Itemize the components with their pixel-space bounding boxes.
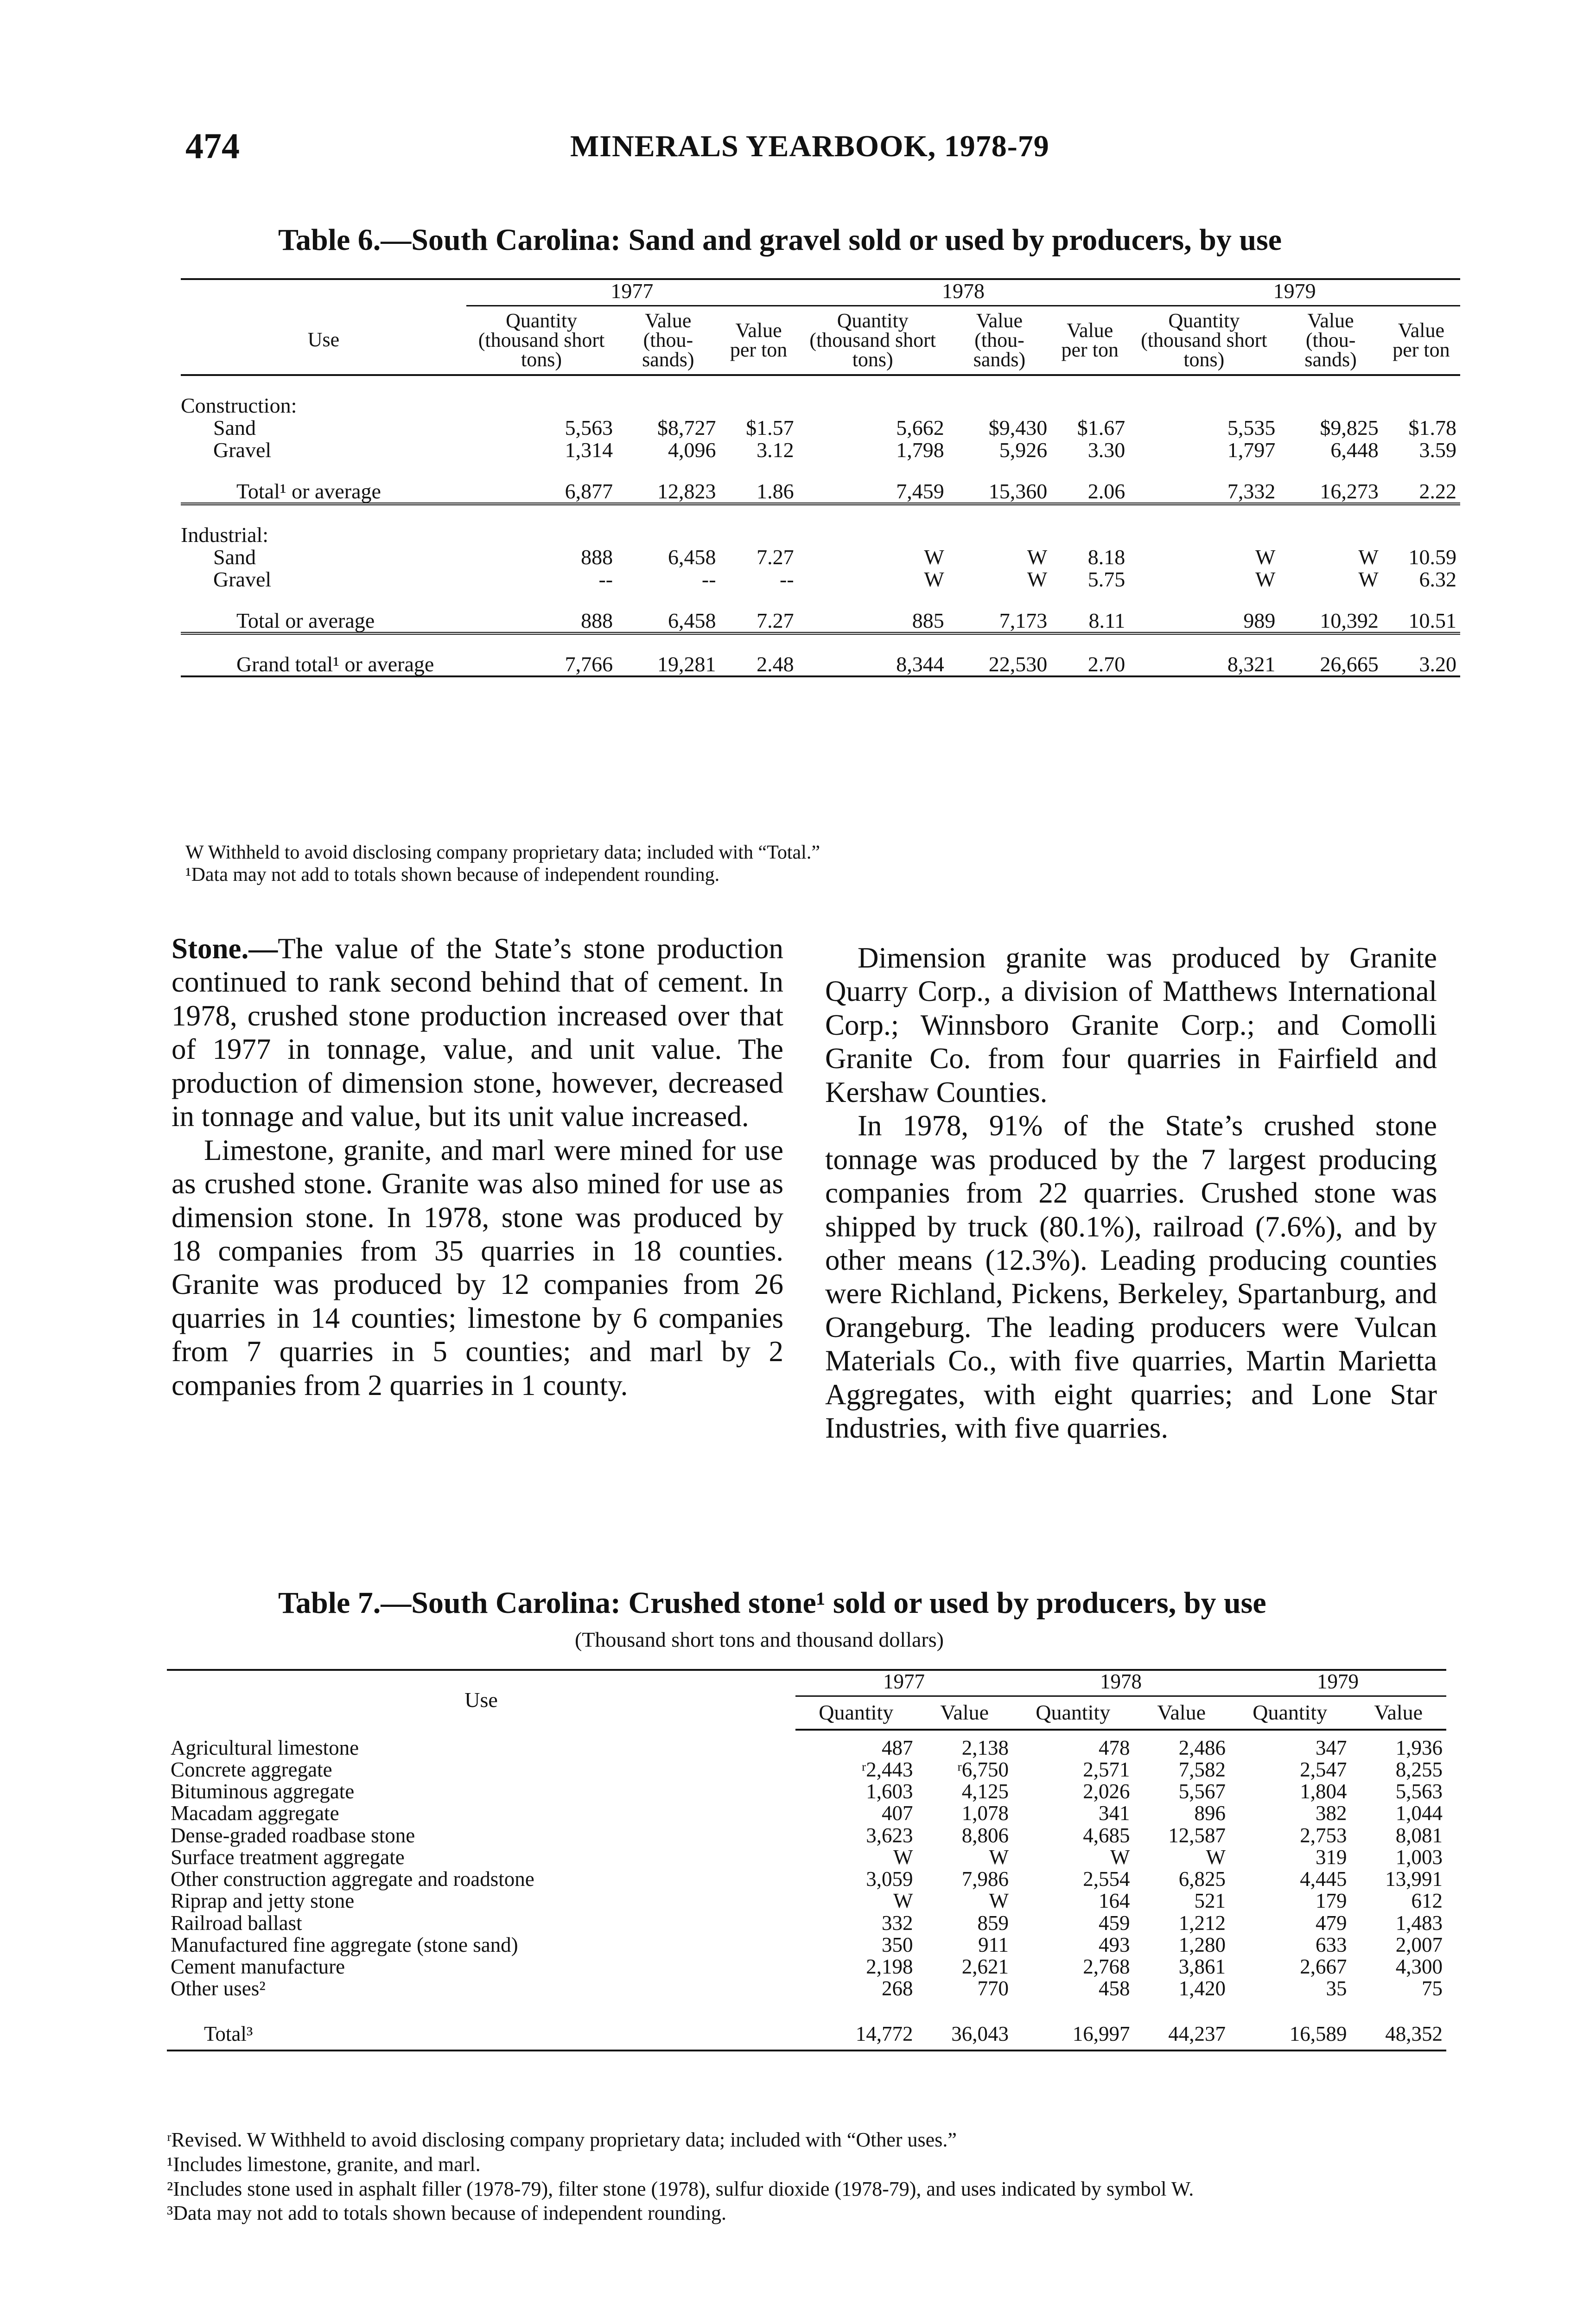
table6-cell: 3.20 <box>1419 652 1456 676</box>
table7-cell: ʳ6,750 <box>957 1758 1009 1781</box>
table7-cell: 1,804 <box>1300 1780 1347 1803</box>
table7-cell: ʳ2,443 <box>861 1758 913 1781</box>
table7-cell: 911 <box>978 1933 1009 1956</box>
table6-row <box>181 375 1460 417</box>
table6-cell: 3.12 <box>757 438 794 462</box>
column-header: Value <box>1350 1696 1446 1730</box>
table6-cell: 5,563 <box>565 415 613 439</box>
table7-cell: 2,667 <box>1300 1955 1347 1979</box>
table6-cell: 888 <box>466 591 617 633</box>
table7-cell: 3,623 <box>866 1823 913 1847</box>
footnote: ¹Includes limestone, granite, and marl. <box>167 2152 481 2176</box>
footnote: ²Includes stone used in asphalt filler (1978-79), filter stone (1978), sulfur dioxide (1978-79), and uses indicated by symbol W. <box>167 2177 1194 2200</box>
table6-cell: 10.51 <box>1382 591 1460 633</box>
paragraph-text: In 1978, 91% of the State’s crushed stone tonnage was produced by the 7 largest producing companies from 22 quarries. Crushed stone was shipped by truck (80.1%), railroad (7.6%), and by other means (12.3%). Leading producing counties were Richland, Pickens, Berkeley, Spartanburg, and Orangeburg. The leading producers were Vulcan Materials Co., with five quarries, Martin Marietta Aggregates, with eight quarries; and Lone Star Industries, with five quarries. <box>825 1109 1437 1445</box>
table6-cell: 5,926 <box>999 438 1048 462</box>
column-header: Quantity <box>1229 1696 1351 1730</box>
table7-cell: 612 <box>1411 1889 1443 1913</box>
table6-cell: 5.75 <box>1087 567 1125 592</box>
table7-row <box>167 1956 1446 1978</box>
table7-cell: 1,212 <box>1178 1911 1226 1935</box>
page-header <box>185 125 1428 176</box>
table7-cell: 268 <box>882 1977 913 2000</box>
table6-cell: W <box>1027 545 1048 569</box>
table7-row-label: Cement manufacture <box>171 1955 345 1979</box>
column-header: Value per ton <box>1382 306 1460 375</box>
table7-cell: 4,125 <box>961 1780 1009 1803</box>
table7-row <box>167 1934 1446 1956</box>
table7-cell: 350 <box>882 1933 913 1956</box>
paragraph-text: Limestone, granite, and marl were mined for use as crushed stone. Granite was also mined for use as dimension stone. In 1978, stone was produced by 18 companies from 35 quarries in 18 counties. Granite was produced by 12 companies from 26 quarries in 14 counties; limestone by 6 companies from 7 quarries in 5 counties; and marl by 2 companies from 2 quarries in 1 county. <box>172 1134 783 1401</box>
table6-cell: 1,797 <box>1227 438 1276 462</box>
table7-row <box>167 1978 1446 2000</box>
table7-cell: 4,685 <box>1083 1823 1130 1847</box>
table7-total-cell: 14,772 <box>855 2022 913 2045</box>
table7-cell: 2,571 <box>1083 1758 1130 1781</box>
paragraph-lead: Stone.— <box>172 932 278 965</box>
table6-row <box>181 462 1460 504</box>
table6-row-label: Total¹ or average <box>181 462 466 504</box>
table7-row-label: Other uses² <box>171 1977 266 2000</box>
table6-row-label: Construction: <box>181 393 297 417</box>
paragraph-text: The value of the State’s stone production continued to rank second behind that of cement. In 1978, crushed stone production increased over that of 1977 in tonnage, value, and unit value. The production of dimension stone, however, decreased in tonnage and value, but its unit value increased. <box>172 932 783 1133</box>
table6-year-1977: 1977 <box>466 279 798 306</box>
table7-cell: 6,825 <box>1178 1867 1226 1891</box>
table7-year-1979: 1979 <box>1229 1670 1446 1696</box>
table6-cell: 1,798 <box>896 438 944 462</box>
table6-cell: 2.48 <box>757 652 794 676</box>
table7-cell: 13,991 <box>1385 1867 1443 1891</box>
table6-row-label: Sand <box>213 545 256 569</box>
table7-cell: 493 <box>1098 1933 1130 1956</box>
table6-row <box>181 568 1460 591</box>
table7-cell: 4,300 <box>1395 1955 1443 1979</box>
table7-cell: 341 <box>1098 1802 1130 1825</box>
table6-cell: 6,458 <box>668 545 716 569</box>
table6-cell: 5,662 <box>896 415 944 439</box>
footnote: ³Data may not add to totals shown because of independent rounding. <box>167 2202 727 2225</box>
table7-cell: 859 <box>977 1911 1009 1935</box>
table6-cell: W <box>1358 545 1379 569</box>
table6-body <box>181 375 1460 677</box>
table7-cell: 633 <box>1315 1933 1347 1956</box>
table7-cell: 770 <box>977 1977 1009 2000</box>
table7-cell: W <box>893 1845 913 1869</box>
column-header: Value per ton <box>1051 306 1129 375</box>
table7-row-label: Dense-graded roadbase stone <box>171 1823 415 1847</box>
table7-cell: 35 <box>1326 1977 1347 2000</box>
table7-cell: 7,582 <box>1178 1758 1226 1781</box>
table7-cell: 487 <box>882 1736 913 1759</box>
table6-cell: 5,535 <box>1227 415 1276 439</box>
table7-cell: 179 <box>1315 1889 1347 1913</box>
column-header: Value (thou- sands) <box>1279 306 1382 375</box>
table7-cell: 2,621 <box>961 1955 1009 1979</box>
table6-cell: 26,665 <box>1320 652 1379 676</box>
table7-body <box>167 1730 1446 2051</box>
column-header: Quantity <box>795 1696 917 1730</box>
table6-cell: $1.67 <box>1077 415 1125 439</box>
column-header: Value <box>917 1696 1012 1730</box>
paragraph <box>825 941 1437 1109</box>
table7-cell: W <box>989 1889 1009 1913</box>
table6-cell: 8.11 <box>1051 591 1129 633</box>
table7-cell: 2,198 <box>866 1955 913 1979</box>
table7-cell: 407 <box>882 1802 913 1825</box>
table7-total-label: Total³ <box>204 2022 253 2045</box>
table7-cell: W <box>893 1889 913 1913</box>
table7-cell: 75 <box>1422 1977 1443 2000</box>
table7-total-row <box>167 2000 1446 2051</box>
table6-cell: W <box>924 567 944 592</box>
table6-row-label: Gravel <box>213 438 272 462</box>
table7-footnotes <box>167 2128 1194 2226</box>
table6-cell: 7,766 <box>565 652 613 676</box>
table7-row-label: Macadam aggregate <box>171 1802 339 1825</box>
table6-cell: 10,392 <box>1279 591 1382 633</box>
paragraph <box>172 932 783 1134</box>
table7-cell: 479 <box>1315 1911 1347 1935</box>
table6-cell: 16,273 <box>1279 462 1382 504</box>
running-title: MINERALS YEARBOOK, 1978-79 <box>570 129 1049 163</box>
table7-cell: 459 <box>1098 1911 1130 1935</box>
table7-cell: 1,003 <box>1395 1845 1443 1869</box>
table6-cell: 7.27 <box>757 545 794 569</box>
table7-cell: 2,026 <box>1083 1780 1130 1803</box>
table6-cell: W <box>1255 545 1276 569</box>
table7-cell: W <box>1206 1845 1226 1869</box>
table6-cell: 7,173 <box>948 591 1051 633</box>
table6 <box>181 278 1460 677</box>
table7-cell: 521 <box>1194 1889 1226 1913</box>
table6-cell: -- <box>701 567 716 592</box>
table7-row <box>167 1781 1446 1802</box>
table7-total-cell: 16,997 <box>1072 2022 1130 2045</box>
table6-cell: 4,096 <box>668 438 716 462</box>
table6-cell: 2.70 <box>1087 652 1125 676</box>
table6-row <box>181 591 1460 633</box>
table6-row <box>181 546 1460 568</box>
table7-total-cell: 16,589 <box>1289 2022 1347 2045</box>
table7-total-cell: 36,043 <box>951 2022 1009 2045</box>
table7-cell: 3,059 <box>866 1867 913 1891</box>
table7-row-label: Other construction aggregate and roadstone <box>171 1867 534 1891</box>
table7-cell: 896 <box>1194 1802 1226 1825</box>
table7-cell: 4,445 <box>1300 1867 1347 1891</box>
table6-cell: 8,344 <box>896 652 944 676</box>
table6-row-label: Total or average <box>181 591 466 633</box>
table7-row <box>167 1868 1446 1890</box>
table7-row-label: Concrete aggregate <box>171 1758 332 1781</box>
footnote: W Withheld to avoid disclosing company proprietary data; included with “Total.” <box>185 842 820 863</box>
table7-cell: 164 <box>1098 1889 1130 1913</box>
table7-row-label: Bituminous aggregate <box>171 1780 355 1803</box>
table6-cell: 10.59 <box>1408 545 1456 569</box>
table7-row-label: Surface treatment aggregate <box>171 1845 405 1869</box>
text-column-left <box>172 932 783 1402</box>
column-header: Value (thou- sands) <box>948 306 1051 375</box>
table6-cell: W <box>924 545 944 569</box>
table7-cell: 1,044 <box>1395 1802 1443 1825</box>
table7-cell: 332 <box>882 1911 913 1935</box>
table6-cell: 7,332 <box>1129 462 1279 504</box>
column-header: Quantity <box>1012 1696 1134 1730</box>
table6-cell: 19,281 <box>657 652 716 676</box>
table6-cell: 7,459 <box>798 462 948 504</box>
table7-cell: 1,420 <box>1178 1977 1226 2000</box>
table6-cell: 22,530 <box>988 652 1048 676</box>
paragraph-text: Dimension granite was produced by Granite Quarry Corp., a division of Matthews International Corp.; Winnsboro Granite Corp.; and Comolli Granite Co. from four quarries in Fairfield and Kershaw Counties. <box>825 942 1437 1108</box>
table7-cell: 8,081 <box>1395 1823 1443 1847</box>
table7-cell: 1,603 <box>866 1780 913 1803</box>
column-header: Value <box>1133 1696 1229 1730</box>
table7-row <box>167 1912 1446 1934</box>
table7-cell: 2,138 <box>961 1736 1009 1759</box>
table7-cell: 2,486 <box>1178 1736 1226 1759</box>
table7-cell: 2,768 <box>1083 1955 1130 1979</box>
table6-cell: 989 <box>1129 591 1279 633</box>
table7-cell: 2,007 <box>1395 1933 1443 1956</box>
table7-cell: 5,567 <box>1178 1780 1226 1803</box>
table7-total-cell: 44,237 <box>1168 2022 1226 2045</box>
table7-cell: 2,554 <box>1083 1867 1130 1891</box>
table7-row <box>167 1847 1446 1868</box>
table7-cell: 1,483 <box>1395 1911 1443 1935</box>
text-column-right <box>825 941 1437 1445</box>
table7-caption: Table 7.—South Carolina: Crushed stone¹ sold or used by producers, by use <box>278 1586 1266 1620</box>
footnote: ʳRevised. W Withheld to avoid disclosing company proprietary data; included with “Other uses.” <box>167 2128 957 2151</box>
table7-cell: W <box>989 1845 1009 1869</box>
table7-row-label: Agricultural limestone <box>171 1736 359 1759</box>
table7-cell: 7,986 <box>961 1867 1009 1891</box>
column-header: Value per ton <box>720 306 798 375</box>
table7-cell: 1,936 <box>1395 1736 1443 1759</box>
table6-row <box>181 439 1460 461</box>
table6-row-label: Sand <box>213 415 256 439</box>
table6-row-label: Industrial: <box>181 522 269 547</box>
table6-caption: Table 6.—South Carolina: Sand and gravel sold or used by producers, by use <box>278 223 1282 257</box>
column-header: Quantity (thousand short tons) <box>798 306 948 375</box>
table6-cell: -- <box>780 567 794 592</box>
table7 <box>167 1669 1446 2051</box>
table7-cell: 347 <box>1315 1736 1347 1759</box>
table6-cell: 6,877 <box>466 462 617 504</box>
table7-cell: 5,563 <box>1395 1780 1443 1803</box>
table6-cell: 1.86 <box>720 462 798 504</box>
table7-cell: W <box>1110 1845 1130 1869</box>
table6-cell: 888 <box>581 545 613 569</box>
table7-cell: 382 <box>1315 1802 1347 1825</box>
table7-row <box>167 1730 1446 1759</box>
table6-cell: W <box>1255 567 1276 592</box>
table6-cell: 885 <box>798 591 948 633</box>
table7-cell: 478 <box>1098 1736 1130 1759</box>
table7-cell: 458 <box>1098 1977 1130 2000</box>
table7-cell: 8,806 <box>961 1823 1009 1847</box>
table7-cell: 8,255 <box>1395 1758 1443 1781</box>
table7-cell: 2,547 <box>1300 1758 1347 1781</box>
table6-cell: 2.22 <box>1382 462 1460 504</box>
table7-year-1977: 1977 <box>795 1670 1012 1696</box>
table7-cell: 3,861 <box>1178 1955 1226 1979</box>
table7-row <box>167 1802 1446 1824</box>
table6-row <box>181 417 1460 439</box>
table7-cell: 1,280 <box>1178 1933 1226 1956</box>
table6-cell: 12,823 <box>617 462 719 504</box>
table6-cell: $9,825 <box>1320 415 1379 439</box>
table7-use-header: Use <box>167 1670 795 1730</box>
table6-cell: $1.57 <box>746 415 794 439</box>
table6-cell: 8,321 <box>1227 652 1276 676</box>
column-header: Quantity (thousand short tons) <box>1129 306 1279 375</box>
table6-cell: -- <box>598 567 613 592</box>
column-header: Value (thou- sands) <box>617 306 719 375</box>
table6-cell: 6.32 <box>1419 567 1456 592</box>
table7-row <box>167 1825 1446 1847</box>
table6-row-label: Gravel <box>213 567 272 592</box>
table7-row-label: Manufactured fine aggregate (stone sand) <box>171 1933 518 1956</box>
table6-cell: 1,314 <box>565 438 613 462</box>
table6-cell: W <box>1027 567 1048 592</box>
table6-cell: 8.18 <box>1087 545 1125 569</box>
table6-row-label: Grand total¹ or average <box>236 652 434 676</box>
table6-row <box>181 633 1460 676</box>
table6-cell: 15,360 <box>948 462 1051 504</box>
column-header: Quantity (thousand short tons) <box>466 306 617 375</box>
table6-year-1979: 1979 <box>1129 279 1460 306</box>
table6-cell: $1.78 <box>1408 415 1456 439</box>
table6-row <box>181 504 1460 546</box>
footnote: ¹Data may not add to totals shown because of independent rounding. <box>185 864 720 886</box>
table7-total-cell: 48,352 <box>1385 2022 1443 2045</box>
table7-cell: 2,753 <box>1300 1823 1347 1847</box>
table7-row <box>167 1890 1446 1912</box>
paragraph <box>172 1134 783 1402</box>
table6-cell: $8,727 <box>657 415 716 439</box>
table7-row-label: Railroad ballast <box>171 1911 302 1935</box>
table7-row-label: Riprap and jetty stone <box>171 1889 355 1913</box>
table6-cell: 6,458 <box>617 591 719 633</box>
table6-year-1978: 1978 <box>798 279 1129 306</box>
table6-cell: 2.06 <box>1051 462 1129 504</box>
table6-cell: W <box>1358 567 1379 592</box>
table6-cell: 3.30 <box>1087 438 1125 462</box>
table7-year-1978: 1978 <box>1012 1670 1229 1696</box>
table6-cell: $9,430 <box>988 415 1048 439</box>
table6-footnotes <box>185 841 820 886</box>
table7-subtitle: (Thousand short tons and thousand dollars) <box>575 1628 944 1651</box>
table6-cell: 6,448 <box>1330 438 1379 462</box>
table7-row <box>167 1759 1446 1781</box>
table7-cell: 319 <box>1315 1845 1347 1869</box>
table6-cell: 3.59 <box>1419 438 1456 462</box>
table7-cell: 12,587 <box>1168 1823 1226 1847</box>
table6-cell: 7.27 <box>720 591 798 633</box>
paragraph <box>825 1109 1437 1445</box>
table6-use-header: Use <box>181 306 466 375</box>
table7-cell: 1,078 <box>961 1802 1009 1825</box>
page-number: 474 <box>185 126 240 166</box>
